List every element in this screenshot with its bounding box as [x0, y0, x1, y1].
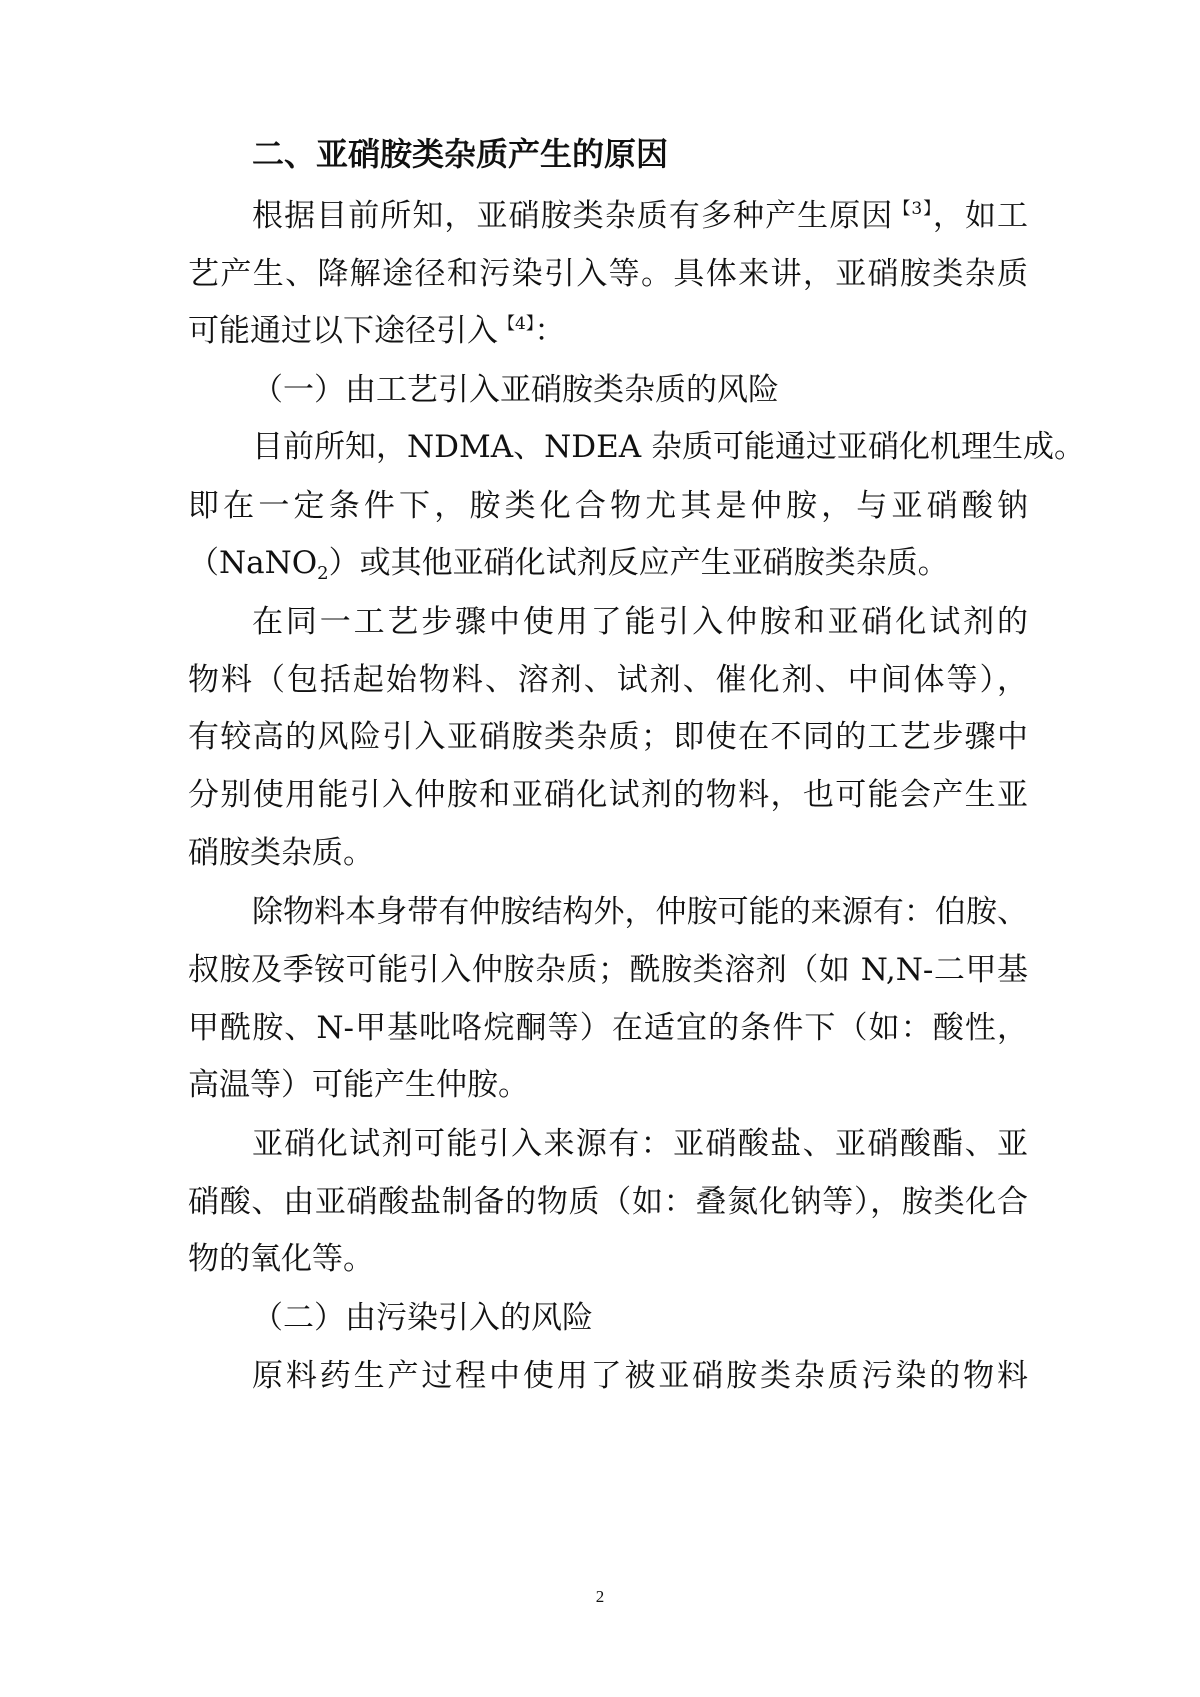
paragraph-line: 分别使用能引入仲胺和亚硝化试剂的物料，也可能会产生亚 — [188, 777, 1028, 813]
text-span: 可能通过以下途径引入 — [188, 313, 498, 349]
subsection-heading: （一）由工艺引入亚硝胺类杂质的风险 — [252, 372, 779, 408]
paragraph-line: 亚硝化试剂可能引入来源有：亚硝酸盐、亚硝酸酯、亚 — [252, 1126, 1028, 1162]
paragraph-line — [252, 196, 1028, 236]
paragraph-line: 叔胺及季铵可能引入仲胺杂质；酰胺类溶剂（如 N,N-二甲基 — [188, 952, 1028, 988]
paragraph-line: 高温等）可能产生仲胺。 — [188, 1067, 529, 1103]
paragraph-line: 甲酰胺、N-甲基吡咯烷酮等）在适宜的条件下（如：酸性， — [188, 1010, 1028, 1046]
paragraph-line: 除物料本身带有仲胺结构外，仲胺可能的来源有：伯胺、 — [252, 894, 1028, 930]
paragraph-line: 硝酸、由亚硝酸盐制备的物质（如：叠氮化钠等），胺类化合 — [188, 1184, 1028, 1220]
paragraph-line — [188, 311, 1028, 351]
subscript: 2 — [317, 563, 329, 584]
paragraph-line: 艺产生、降解途径和污染引入等。具体来讲，亚硝胺类杂质 — [188, 256, 1028, 292]
paragraph-line: 物料（包括起始物料、溶剂、试剂、催化剂、中间体等）， — [188, 662, 1028, 698]
citation-ref: 【3】 — [893, 199, 933, 219]
subsection-heading: （二）由污染引入的风险 — [252, 1300, 593, 1336]
page-number: 2 — [595, 1587, 605, 1606]
paragraph-line: 目前所知，NDMA、NDEA 杂质可能通过亚硝化机理生成。 — [252, 429, 1085, 465]
text-span: ： — [534, 313, 566, 349]
section-heading: 二、亚硝胺类杂质产生的原因 — [252, 135, 669, 173]
paragraph-line — [188, 543, 1028, 583]
text-span: （NaNO — [188, 545, 318, 581]
paragraph-line: 即在一定条件下，胺类化合物尤其是仲胺，与亚硝酸钠 — [188, 488, 1028, 524]
text-span: ，如工 — [932, 198, 1029, 234]
text-span: ）或其他亚硝化试剂反应产生亚硝胺类杂质。 — [328, 545, 949, 581]
citation-ref: 【4】 — [498, 314, 535, 334]
paragraph-line: 物的氧化等。 — [188, 1241, 374, 1277]
paragraph-line: 在同一工艺步骤中使用了能引入仲胺和亚硝化试剂的 — [252, 604, 1028, 640]
text-span: 根据目前所知，亚硝胺类杂质有多种产生原因 — [252, 198, 894, 234]
paragraph-line: 原料药生产过程中使用了被亚硝胺类杂质污染的物料 — [252, 1358, 1028, 1394]
paragraph-line: 硝胺类杂质。 — [188, 835, 374, 871]
paragraph-line: 有较高的风险引入亚硝胺类杂质；即使在不同的工艺步骤中 — [188, 719, 1028, 755]
